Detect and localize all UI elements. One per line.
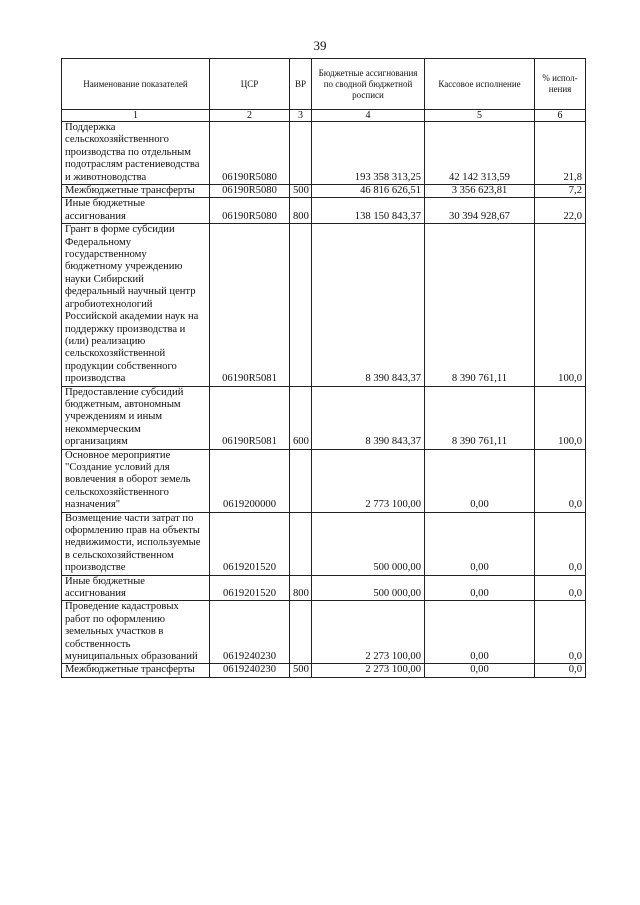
cash-value: 30 394 928,67 <box>425 198 535 224</box>
indicator-name: Межбюджетные трансферты <box>62 185 210 198</box>
budget-value: 193 358 313,25 <box>312 122 425 185</box>
csr-code: 06190R5081 <box>210 224 290 386</box>
header-csr: ЦСР <box>210 59 290 110</box>
table-row <box>62 449 586 512</box>
header-vr: ВР <box>290 59 312 110</box>
column-number: 3 <box>290 110 312 122</box>
vr-code <box>290 122 312 185</box>
indicator-name: Предоставление субсидий бюджетным, автономным учреждениям и иным некоммерческим организациям <box>62 386 210 449</box>
csr-code: 0619240230 <box>210 601 290 664</box>
vr-code <box>290 449 312 512</box>
percent-value: 7,2 <box>535 185 586 198</box>
csr-code: 0619240230 <box>210 664 290 677</box>
percent-value: 22,0 <box>535 198 586 224</box>
table-row <box>62 122 586 185</box>
vr-code <box>290 601 312 664</box>
indicator-name: Поддержка сельскохозяйственного производства по отдельным подотраслям растениеводства и животноводства <box>62 122 210 185</box>
budget-value: 8 390 843,37 <box>312 386 425 449</box>
csr-code: 06190R5080 <box>210 122 290 185</box>
table-header-row <box>62 59 586 110</box>
table-row <box>62 198 586 224</box>
indicator-name: Проведение кадастровых работ по оформлению земельных участков в собственность муниципальных образований <box>62 601 210 664</box>
budget-value: 2 273 100,00 <box>312 664 425 677</box>
vr-code: 500 <box>290 185 312 198</box>
cash-value: 0,00 <box>425 601 535 664</box>
csr-code: 06190R5080 <box>210 185 290 198</box>
vr-code <box>290 224 312 386</box>
budget-value: 2 773 100,00 <box>312 449 425 512</box>
table-row <box>62 386 586 449</box>
budget-value: 138 150 843,37 <box>312 198 425 224</box>
percent-value: 21,8 <box>535 122 586 185</box>
cash-value: 42 142 313,59 <box>425 122 535 185</box>
csr-code: 06190R5080 <box>210 198 290 224</box>
indicator-name: Основное мероприятие "Создание условий для вовлечения в оборот земель сельскохозяйственного назначения" <box>62 449 210 512</box>
cash-value: 8 390 761,11 <box>425 386 535 449</box>
column-number: 6 <box>535 110 586 122</box>
vr-code: 600 <box>290 386 312 449</box>
cash-value: 0,00 <box>425 575 535 601</box>
cash-value: 0,00 <box>425 449 535 512</box>
budget-value: 8 390 843,37 <box>312 224 425 386</box>
percent-value: 100,0 <box>535 224 586 386</box>
column-number: 2 <box>210 110 290 122</box>
cash-value: 0,00 <box>425 664 535 677</box>
budget-execution-table <box>61 58 586 678</box>
header-indicator-name: Наименование показателей <box>62 59 210 110</box>
table-row <box>62 664 586 677</box>
vr-code <box>290 512 312 575</box>
budget-value: 2 273 100,00 <box>312 601 425 664</box>
vr-code: 800 <box>290 575 312 601</box>
vr-code: 500 <box>290 664 312 677</box>
cash-value: 8 390 761,11 <box>425 224 535 386</box>
csr-code: 0619201520 <box>210 575 290 601</box>
table-row <box>62 575 586 601</box>
percent-value: 0,0 <box>535 512 586 575</box>
csr-code: 0619201520 <box>210 512 290 575</box>
column-number: 1 <box>62 110 210 122</box>
page-number: 39 <box>313 38 327 53</box>
percent-value: 100,0 <box>535 386 586 449</box>
indicator-name: Возмещение части затрат по оформлению прав на объекты недвижимости, используемые в сельскохозяйственном производстве <box>62 512 210 575</box>
budget-value: 500 000,00 <box>312 575 425 601</box>
table-row <box>62 601 586 664</box>
csr-code: 06190R5081 <box>210 386 290 449</box>
header-budget-allocations: Бюджетные ассигнования по сводной бюджетной росписи <box>312 59 425 110</box>
budget-value: 46 816 626,51 <box>312 185 425 198</box>
header-cash-execution: Кассовое исполнение <box>425 59 535 110</box>
percent-value: 0,0 <box>535 601 586 664</box>
column-number: 4 <box>312 110 425 122</box>
percent-value: 0,0 <box>535 664 586 677</box>
table-row <box>62 224 586 386</box>
header-execution-percent: % испол-нения <box>535 59 586 110</box>
table-row <box>62 512 586 575</box>
column-number: 5 <box>425 110 535 122</box>
cash-value: 0,00 <box>425 512 535 575</box>
indicator-name: Межбюджетные трансферты <box>62 664 210 677</box>
indicator-name: Грант в форме субсидии Федеральному государственному бюджетному учреждению науки Сибирский федеральный научный центр агробиотехнологий Российской академии наук на поддержку производства и (или) реализацию сельскохозяйственной продукции собственного производства <box>62 224 210 386</box>
indicator-name: Иные бюджетные ассигнования <box>62 198 210 224</box>
percent-value: 0,0 <box>535 449 586 512</box>
indicator-name: Иные бюджетные ассигнования <box>62 575 210 601</box>
vr-code: 800 <box>290 198 312 224</box>
cash-value: 3 356 623,81 <box>425 185 535 198</box>
table-row <box>62 185 586 198</box>
csr-code: 0619200000 <box>210 449 290 512</box>
percent-value: 0,0 <box>535 575 586 601</box>
column-number-row <box>62 110 586 122</box>
budget-value: 500 000,00 <box>312 512 425 575</box>
